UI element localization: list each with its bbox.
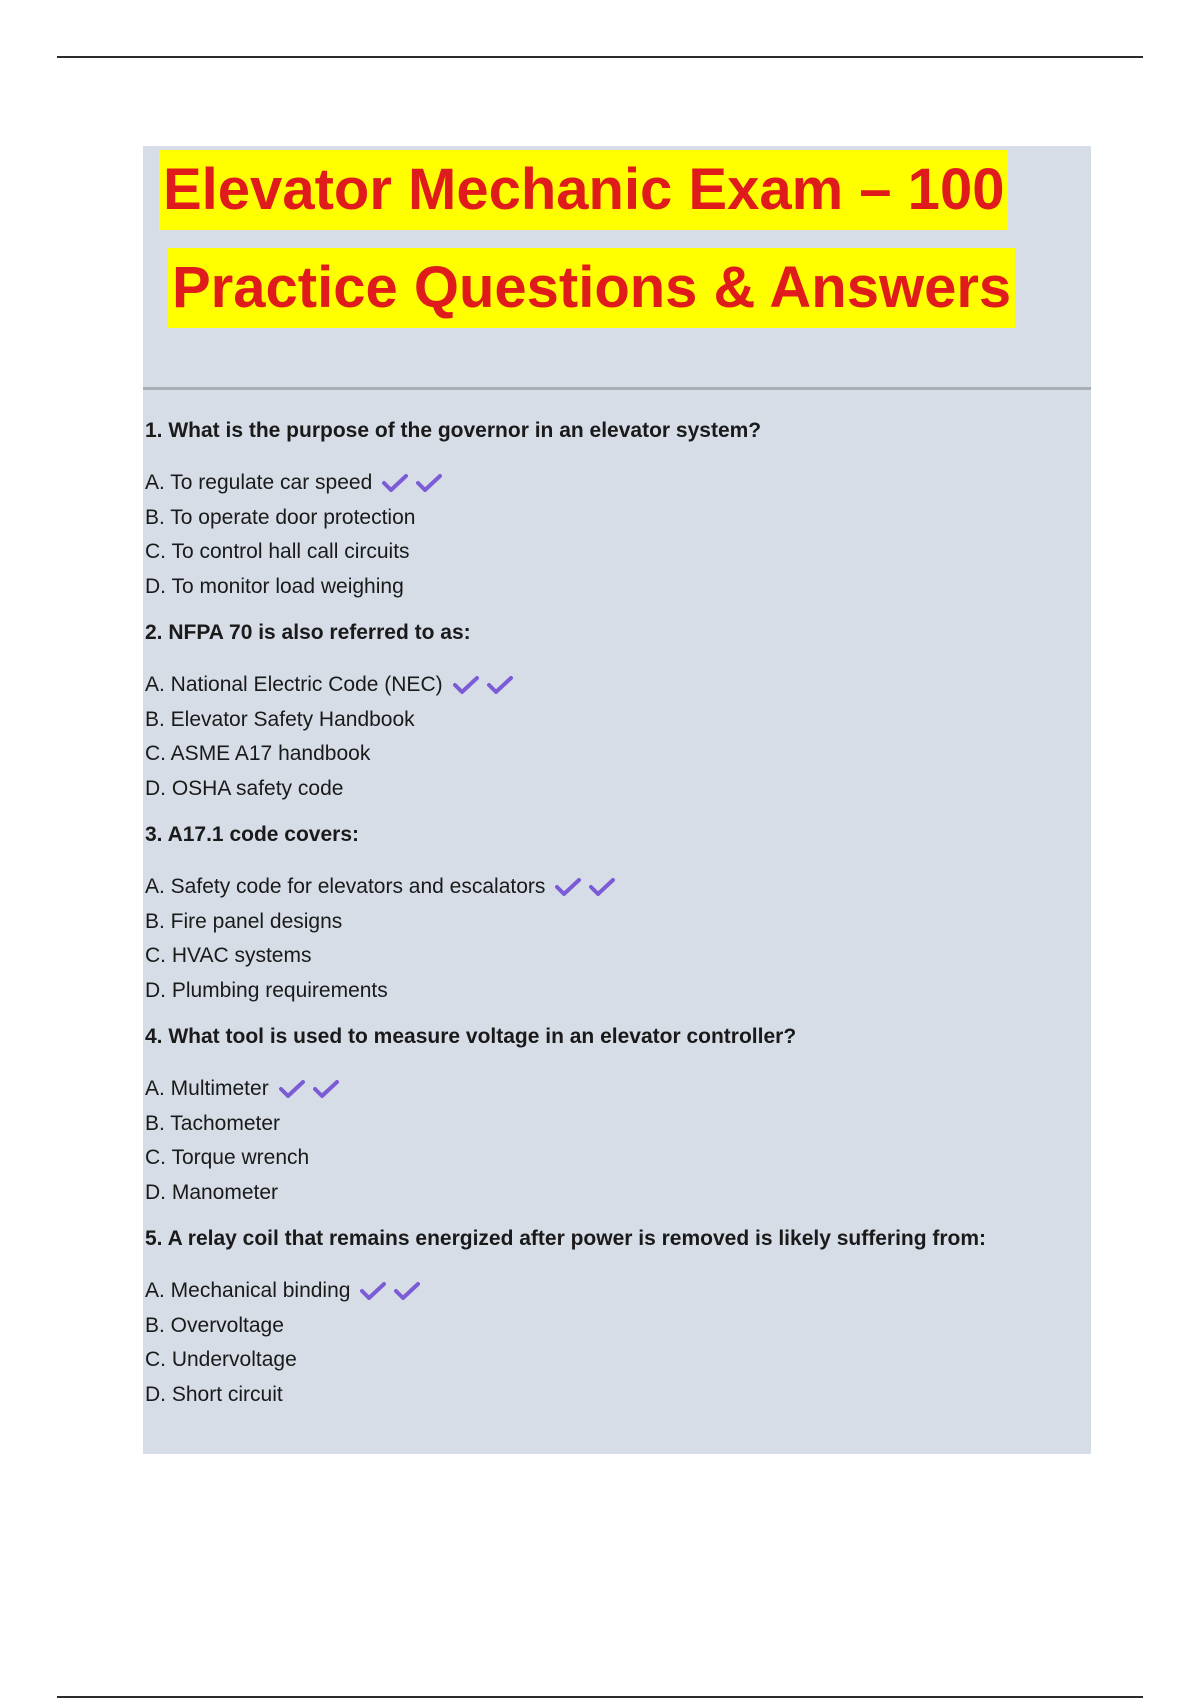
option-label: B. Tachometer [145, 1111, 281, 1135]
option-label: C. Undervoltage [145, 1348, 297, 1371]
option-label: D. To monitor load weighing [145, 574, 404, 598]
check-icon [555, 877, 581, 897]
option-label: B. Fire panel designs [145, 909, 343, 933]
option-d [145, 1176, 1085, 1211]
option-label: B. Elevator Safety Handbook [145, 707, 415, 731]
option-b [145, 501, 1085, 536]
title-divider [143, 387, 1091, 390]
option-c [145, 535, 1085, 570]
option-label: C. ASME A17 handbook [145, 742, 371, 765]
question-4 [145, 1022, 1085, 1210]
check-icon [416, 473, 442, 493]
option-b [145, 905, 1085, 940]
content-panel [143, 146, 1091, 1454]
question-text: 2. NFPA 70 is also referred to as: [145, 621, 471, 644]
correct-answer-marks [555, 877, 615, 897]
check-icon [382, 473, 408, 493]
option-d [145, 772, 1085, 807]
option-d [145, 570, 1085, 605]
option-label: D. Short circuit [145, 1382, 283, 1406]
option-c [145, 737, 1085, 772]
option-label: C. Torque wrench [145, 1146, 310, 1169]
option-label: A. Mechanical binding [145, 1279, 351, 1302]
check-icon [589, 877, 615, 897]
question-text: 3. A17.1 code covers: [145, 823, 359, 846]
bottom-rule [57, 1696, 1143, 1698]
option-a [145, 1072, 1085, 1107]
check-icon [487, 675, 513, 695]
question-text: 4. What tool is used to measure voltage in an elevator controller? [145, 1025, 797, 1048]
question-2 [145, 618, 1085, 806]
check-icon [279, 1079, 305, 1099]
top-rule [57, 56, 1143, 58]
option-label: A. National Electric Code (NEC) [145, 673, 443, 696]
question-text: 5. A relay coil that remains energized after power is removed is likely suffering from: [145, 1227, 987, 1250]
correct-answer-marks [453, 675, 513, 695]
option-label: A. Multimeter [145, 1077, 269, 1100]
option-a [145, 466, 1085, 501]
question-text: 1. What is the purpose of the governor in an elevator system? [145, 419, 762, 442]
question-1 [145, 416, 1085, 604]
correct-answer-marks [382, 473, 442, 493]
option-a [145, 1274, 1085, 1309]
option-label: A. Safety code for elevators and escalators [145, 875, 546, 898]
title-area [143, 146, 1091, 388]
option-label: B. To operate door protection [145, 505, 416, 529]
check-icon [453, 675, 479, 695]
page-title-line-2: Practice Questions & Answers [168, 248, 1015, 328]
option-b [145, 1107, 1085, 1142]
check-icon [360, 1281, 386, 1301]
correct-answer-marks [360, 1281, 420, 1301]
question-3 [145, 820, 1085, 1008]
check-icon [313, 1079, 339, 1099]
option-d [145, 974, 1085, 1009]
option-c [145, 1343, 1085, 1378]
option-c [145, 1141, 1085, 1176]
question-5 [145, 1224, 1085, 1412]
option-a [145, 870, 1085, 905]
option-label: D. OSHA safety code [145, 776, 344, 800]
option-a [145, 668, 1085, 703]
question-list [145, 416, 1085, 1426]
option-c [145, 939, 1085, 974]
option-b [145, 703, 1085, 738]
option-d [145, 1378, 1085, 1413]
option-label: B. Overvoltage [145, 1313, 284, 1337]
option-label: D. Plumbing requirements [145, 978, 388, 1002]
option-b [145, 1309, 1085, 1344]
correct-answer-marks [279, 1079, 339, 1099]
check-icon [394, 1281, 420, 1301]
option-label: C. To control hall call circuits [145, 540, 410, 563]
page-title-line-1: Elevator Mechanic Exam – 100 [159, 150, 1008, 230]
option-label: A. To regulate car speed [145, 471, 373, 494]
option-label: C. HVAC systems [145, 944, 312, 967]
option-label: D. Manometer [145, 1180, 279, 1204]
